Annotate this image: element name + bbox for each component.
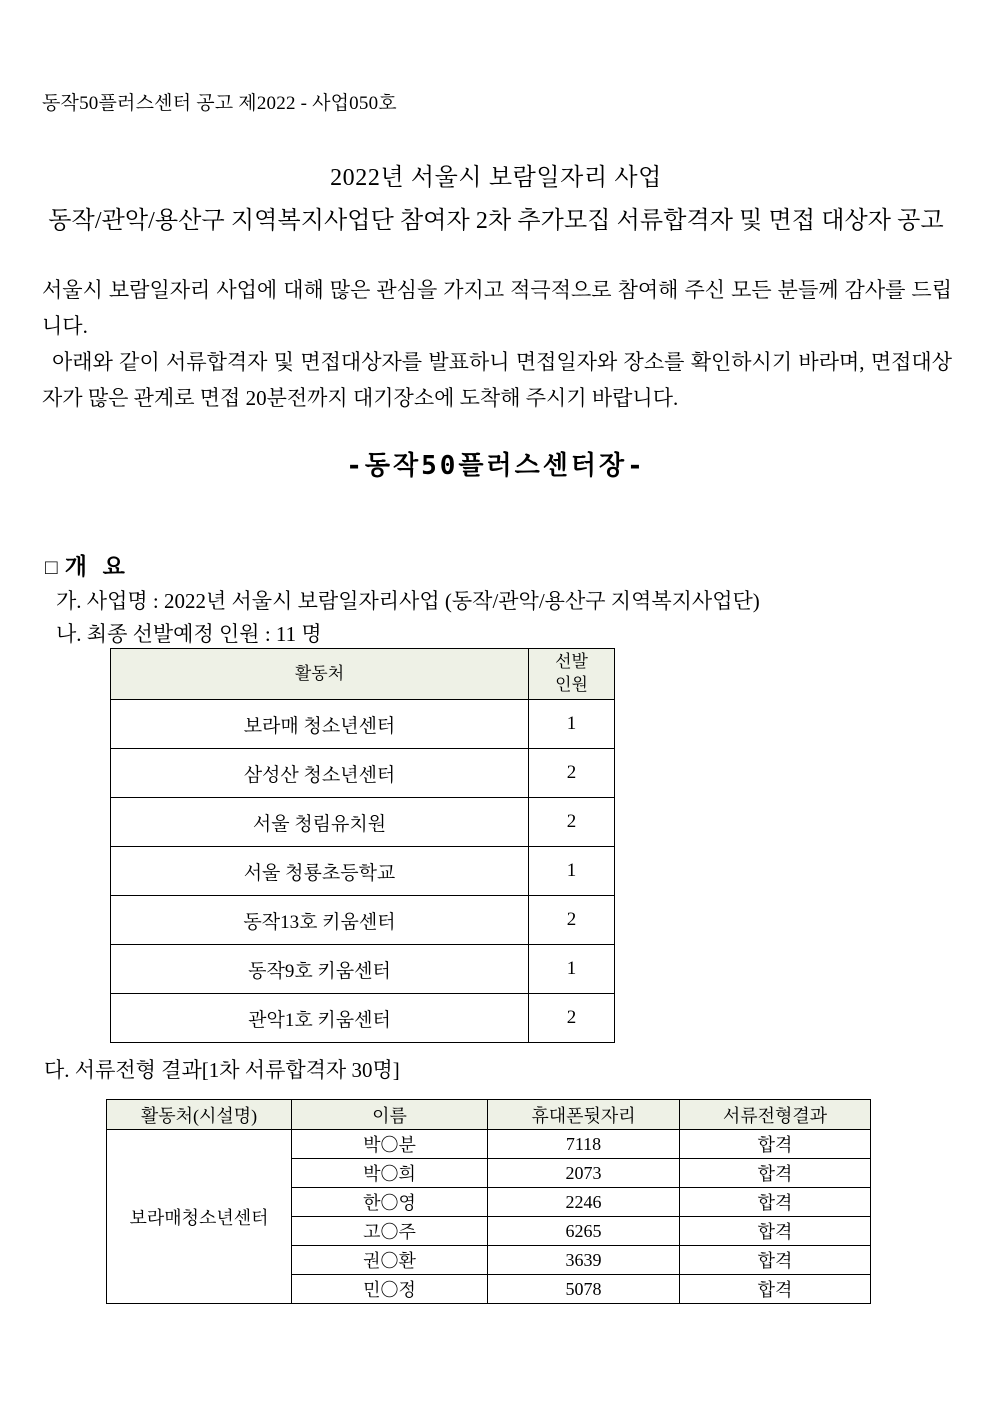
table-header-row [111, 649, 615, 700]
cell-phone: 3639 [488, 1246, 680, 1275]
cell-place: 보라매 청소년센터 [111, 700, 529, 749]
cell-result: 합격 [680, 1275, 871, 1304]
cell-phone: 6265 [488, 1217, 680, 1246]
cell-phone: 7118 [488, 1130, 680, 1159]
overview-item-c: 다. 서류전형 결과[1차 서류합격자 30명] [44, 1058, 400, 1082]
cell-count: 1 [529, 847, 615, 896]
cell-count: 1 [529, 945, 615, 994]
column-header-phone: 휴대폰뒷자리 [488, 1100, 680, 1130]
cell-count: 1 [529, 700, 615, 749]
signature-line: -동작50플러스센터장- [346, 451, 646, 481]
title-line-2: 동작/관악/용산구 지역복지사업단 참여자 2차 추가모집 서류합격자 및 면접 대상자 공고 [48, 208, 944, 234]
overview-item-b: 나. 최종 선발예정 인원 : 11 명 [56, 622, 322, 646]
cell-place: 삼성산 청소년센터 [111, 749, 529, 798]
cell-place: 서울 청림유치원 [111, 798, 529, 847]
title-block [0, 160, 992, 240]
column-header-facility: 활동처(시설명) [107, 1100, 292, 1130]
column-header-count [529, 649, 615, 700]
cell-name: 고〇주 [292, 1217, 488, 1246]
table-row [107, 1130, 871, 1159]
column-header-name: 이름 [292, 1100, 488, 1130]
overview-heading [45, 548, 130, 581]
intro-paragraph-1: 서울시 보람일자리 사업에 대해 많은 관심을 가지고 적극적으로 참여해 주신 모든 분들께 감사를 드립니다. [42, 278, 952, 339]
empty-square-icon: □ [45, 555, 58, 579]
cell-result: 합격 [680, 1130, 871, 1159]
column-header-place: 활동처 [111, 649, 529, 700]
table-row [111, 798, 615, 847]
screening-results-table [106, 1099, 871, 1304]
table-row [111, 994, 615, 1043]
cell-name: 박〇분 [292, 1130, 488, 1159]
cell-result: 합격 [680, 1188, 871, 1217]
cell-name: 민〇정 [292, 1275, 488, 1304]
cell-place: 서울 청룡초등학교 [111, 847, 529, 896]
cell-name: 권〇환 [292, 1246, 488, 1275]
cell-place: 동작9호 키움센터 [111, 945, 529, 994]
cell-result: 합격 [680, 1217, 871, 1246]
cell-facility: 보라매청소년센터 [107, 1130, 292, 1304]
table-row [111, 847, 615, 896]
cell-count: 2 [529, 994, 615, 1043]
selection-table [110, 648, 615, 1043]
cell-place: 동작13호 키움센터 [111, 896, 529, 945]
cell-count: 2 [529, 749, 615, 798]
overview-item-a: 가. 사업명 : 2022년 서울시 보람일자리사업 (동작/관악/용산구 지역복지사업단) [56, 589, 760, 613]
cell-name: 박〇희 [292, 1159, 488, 1188]
table-header-row [107, 1100, 871, 1130]
screening-table-body [107, 1130, 871, 1304]
cell-phone: 5078 [488, 1275, 680, 1304]
intro-paragraph-2: 아래와 같이 서류합격자 및 면접대상자를 발표하니 면접일자와 장소를 확인하시기 바라며, 면접대상자가 많은 관계로 면접 20분전까지 대기장소에 도착해 주시기 바랍니다. [42, 350, 952, 411]
cell-phone: 2073 [488, 1159, 680, 1188]
table-row [111, 896, 615, 945]
intro-section [42, 272, 952, 416]
table-row [111, 945, 615, 994]
overview-heading-label: 개 요 [64, 554, 130, 579]
table-row [111, 700, 615, 749]
column-header-count-line1: 선발 [555, 652, 588, 672]
cell-count: 2 [529, 798, 615, 847]
document-number: 동작50플러스센터 공고 제2022 - 사업050호 [42, 93, 397, 114]
cell-result: 합격 [680, 1246, 871, 1275]
column-header-count-line2: 인원 [555, 675, 588, 694]
table-row [111, 749, 615, 798]
title-line-1: 2022년 서울시 보람일자리 사업 [330, 165, 662, 191]
column-header-result: 서류전형결과 [680, 1100, 871, 1130]
selection-table-body [111, 700, 615, 1043]
cell-count: 2 [529, 896, 615, 945]
cell-phone: 2246 [488, 1188, 680, 1217]
cell-place: 관악1호 키움센터 [111, 994, 529, 1043]
cell-result: 합격 [680, 1159, 871, 1188]
cell-name: 한〇영 [292, 1188, 488, 1217]
